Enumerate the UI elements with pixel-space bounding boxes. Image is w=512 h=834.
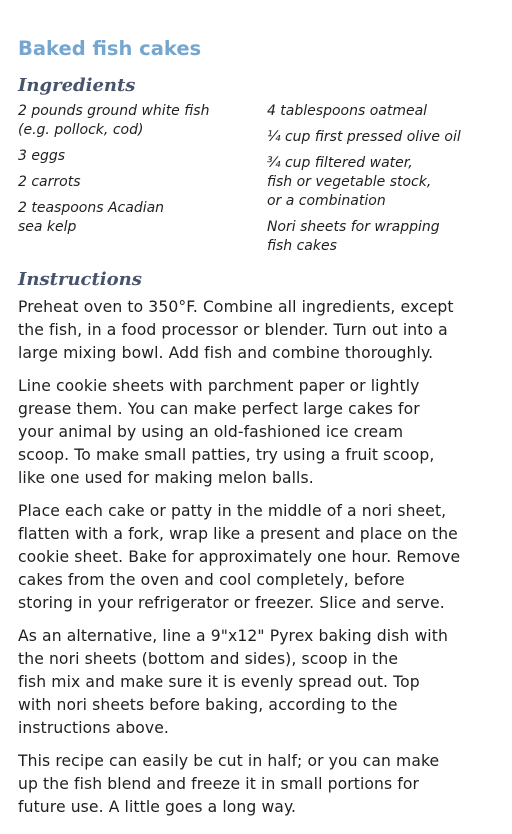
ingredient-item: 3 eggs xyxy=(18,148,66,164)
text-line: large mixing bowl. Add fish and combine thoroughly. xyxy=(18,344,434,362)
ingredient-item: 4 tablespoons oatmeal xyxy=(266,103,428,119)
text-line: Place each cake or patty in the middle of a nori sheet, xyxy=(18,502,447,520)
text-line: future use. A little goes a long way. xyxy=(18,798,297,816)
text-line: flatten with a fork, wrap like a present and place on the xyxy=(18,525,458,543)
text-line: fish mix and make sure it is evenly spread out. Top xyxy=(18,673,420,691)
ingredients-column-right xyxy=(267,102,496,263)
text-line: Preheat oven to 350°F. Combine all ingredients, except xyxy=(18,298,454,316)
ingredient-item: 2 teaspoons Acadian sea kelp xyxy=(18,200,165,235)
text-line: As an alternative, line a 9"x12" Pyrex baking dish with xyxy=(18,627,448,645)
ingredient-item: 2 carrots xyxy=(18,174,81,190)
text-line: with nori sheets before baking, according to the xyxy=(18,696,398,714)
recipe-title: Baked fish cakes xyxy=(18,37,202,60)
text-line: grease them. You can make perfect large cakes for xyxy=(18,400,420,418)
instruction-paragraph xyxy=(18,296,496,365)
ingredients-heading: Ingredients xyxy=(18,75,136,96)
text-line: storing in your refrigerator or freezer. Slice and serve. xyxy=(18,594,445,612)
text-line: cookie sheet. Bake for approximately one hour. Remove xyxy=(18,548,461,566)
ingredients-column-left xyxy=(18,102,267,263)
ingredient-item: 2 pounds ground white fish (e.g. pollock, cod) xyxy=(18,103,210,138)
text-line: Line cookie sheets with parchment paper or lightly xyxy=(18,377,420,395)
instruction-paragraph xyxy=(18,750,496,819)
text-line: instructions above. xyxy=(18,719,169,737)
text-line: up the fish blend and freeze it in small portions for xyxy=(18,775,420,793)
ingredient-item: Nori sheets for wrapping fish cakes xyxy=(266,219,440,254)
instruction-paragraph xyxy=(18,625,496,740)
ingredients-list xyxy=(18,102,496,263)
text-line: your animal by using an old-fashioned ice cream xyxy=(18,423,404,441)
ingredient-item: ¼ cup first pressed olive oil xyxy=(266,129,461,145)
instructions-body xyxy=(18,296,496,819)
text-line: the nori sheets (bottom and sides), scoop in the xyxy=(18,650,399,668)
text-line: This recipe can easily be cut in half; or you can make xyxy=(18,752,440,770)
text-line: the fish, in a food processor or blender. Turn out into a xyxy=(18,321,448,339)
text-line: scoop. To make small patties, try using a fruit scoop, xyxy=(18,446,435,464)
instruction-paragraph xyxy=(18,500,496,615)
instructions-heading: Instructions xyxy=(18,269,142,290)
text-line: cakes from the oven and cool completely, before xyxy=(18,571,405,589)
ingredient-item: ¾ cup filtered water, fish or vegetable stock, or a combination xyxy=(266,155,432,209)
text-line: like one used for making melon balls. xyxy=(18,469,314,487)
instruction-paragraph xyxy=(18,375,496,490)
